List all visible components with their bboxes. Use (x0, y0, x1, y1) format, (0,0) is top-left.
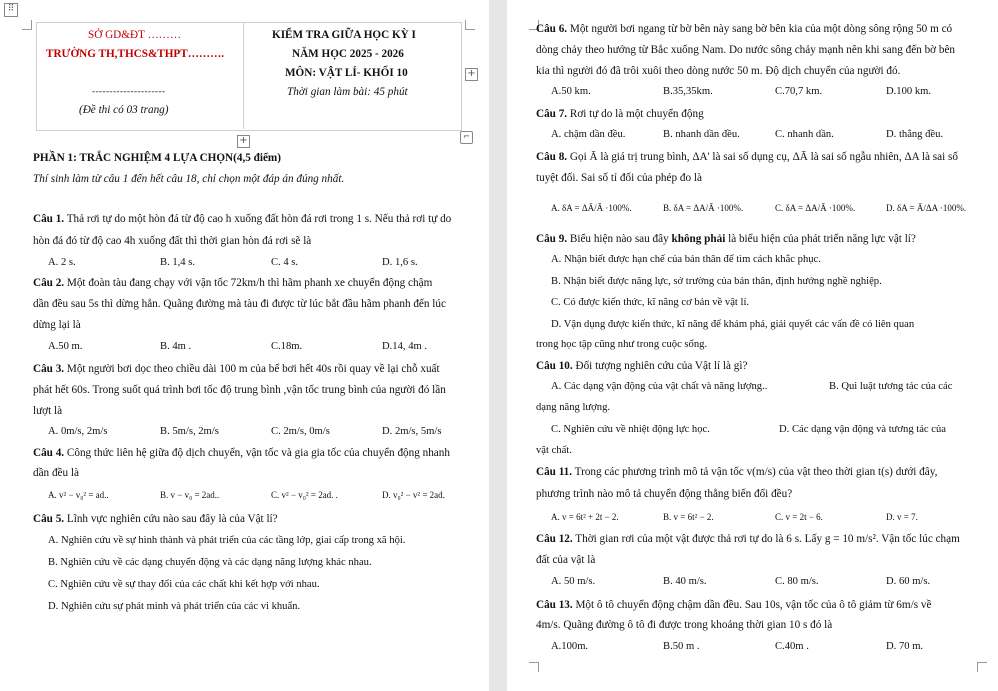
page-count-note: (Đề thi có 03 trang) (79, 104, 169, 116)
q10-option-d-line2: vật chất. (536, 445, 572, 456)
q13-option-a[interactable]: A.100m. (551, 641, 589, 652)
question-text: Thả rơi tự do một hòn đá từ độ cao h xuống đất hòn đá rơi trong 1 s. Nếu thả rơi tự do (66, 213, 452, 225)
question-label: Câu 3. (33, 363, 65, 375)
q4-option-c[interactable]: C. v² − v₀² = 2ad. . (271, 490, 338, 500)
question-label: Câu 10. (536, 360, 573, 372)
question-text: Gọi Ā là giá trị trung bình, ΔA' là sai số dụng cụ, ΔĀ là sai số ngẫu nhiên, ΔA là sai số (569, 151, 958, 163)
question-10 (536, 360, 747, 372)
question-11 (536, 466, 937, 478)
q3-option-d[interactable]: D. 2m/s, 5m/s (382, 426, 442, 437)
q7-option-a[interactable]: A. chậm dần đều. (551, 129, 626, 140)
q2-option-d[interactable]: D.14, 4m . (382, 341, 428, 352)
question-text: Biểu hiện nào sau đây (569, 233, 669, 245)
q7-option-b[interactable]: B. nhanh dần đều. (663, 129, 740, 140)
question-emphasis: không phải (671, 233, 726, 245)
q6-option-b[interactable]: B.35,35km. (663, 86, 713, 97)
question-3-line2: phát hết 60s. Trong suốt quá trình bơi tốc độ trung bình ,vận tốc trung bình của người đó lần (33, 384, 446, 396)
q11-option-a[interactable]: A. v = 6t² + 2t − 2. (551, 512, 619, 522)
part1-title: PHẦN 1: TRẮC NGHIỆM 4 LỰA CHỌN(4,5 điểm) (33, 152, 281, 164)
part1-instruction: Thí sinh làm từ câu 1 đến hết câu 18, chỉ chọn một đáp án đúng nhất. (33, 173, 345, 185)
question-text: Trong các phương trình mô tả vận tốc v(m/s) của vật theo thời gian t(s) dưới đây, (574, 466, 938, 478)
q4-option-b[interactable]: B. v − v₀ = 2ad.. (160, 490, 220, 500)
exam-title: KIỂM TRA GIỮA HỌC KỲ I (272, 29, 416, 41)
question-6-line3: kia thì người đó đã trôi xuôi theo dòng nước 50 m. Độ dịch chuyển của người đó. (536, 65, 901, 77)
add-column-icon[interactable]: + (465, 68, 478, 81)
q10-option-b[interactable]: B. Qui luật tương tác của các (829, 381, 953, 392)
q5-option-a[interactable]: A. Nghiên cứu về sự hình thành và phát triển của các tầng lớp, giai cấp trong xã hội. (48, 535, 406, 546)
q8-option-b[interactable]: B. δA = ΔA/Ā ·100%. (663, 203, 744, 213)
question-text: Công thức liên hệ giữa độ dịch chuyển, vận tốc và gia gia tốc của chuyển động nhanh (66, 447, 450, 459)
q9-option-b[interactable]: B. Nhận biết được năng lực, sở trường của bản thân, định hướng nghề nghiệp. (551, 276, 882, 287)
q10-option-a[interactable]: A. Các dạng vận động của vật chất và năng lượng.. (551, 381, 768, 392)
q9-option-c[interactable]: C. Có được kiến thức, kĩ năng cơ bản về vật lí. (551, 297, 750, 308)
question-label: Câu 2. (33, 277, 65, 289)
question-4-line2: dần đều là (33, 467, 79, 479)
q12-option-c[interactable]: C. 80 m/s. (775, 576, 819, 587)
question-9 (536, 233, 916, 245)
q5-option-c[interactable]: C. Nghiên cứu về sự thay đổi của các chất khi kết hợp với nhau. (48, 579, 320, 590)
q3-option-c[interactable]: C. 2m/s, 0m/s (271, 426, 330, 437)
question-text: Một ô tô chuyển động chậm dần đều. Sau 10s, vận tốc của ô tô giảm từ 6m/s về (575, 599, 932, 611)
q13-option-b[interactable]: B.50 m . (663, 641, 700, 652)
q9-option-d-line2: trong học tập cũng như trong cuộc sống. (536, 339, 708, 350)
add-row-icon[interactable]: + (237, 135, 250, 148)
question-label: Câu 6. (536, 23, 568, 35)
question-3 (33, 363, 440, 375)
question-label: Câu 12. (536, 533, 573, 545)
question-11-line2: phương trình nào mô tả chuyển động thẳng biến đổi đều? (536, 488, 793, 500)
question-6-line2: dòng chảy theo hướng từ Bắc xuống Nam. Do nước sông chảy mạnh nên khi sang đến bờ bên (536, 44, 956, 56)
question-text: Một đoàn tàu đang chạy với vận tốc 72km/h thì hãm phanh xe chuyển động chậm (66, 277, 433, 289)
question-8-line2: tuyệt đối. Sai số tỉ đối của phép đo là (536, 172, 702, 184)
q13-option-c[interactable]: C.40m . (775, 641, 809, 652)
question-label: Câu 5. (33, 513, 65, 525)
q7-option-c[interactable]: C. nhanh dần. (775, 129, 834, 140)
q5-option-d[interactable]: D. Nghiên cứu sự phát minh và phát triển của các vi khuẩn. (48, 601, 301, 612)
q2-option-a[interactable]: A.50 m. (48, 341, 83, 352)
question-label: Câu 13. (536, 599, 573, 611)
question-12 (536, 533, 960, 545)
q9-option-d[interactable]: D. Vận dụng được kiến thức, kĩ năng để khám phá, giải quyết các vấn đề có liên quan (551, 319, 915, 330)
q6-option-d[interactable]: D.100 km. (886, 86, 932, 97)
question-text: Một người bơi dọc theo chiều dài 100 m của bể bơi hết 40s rồi quay về lại chỗ xuất (66, 363, 440, 375)
question-12-line2: đất của vật là (536, 554, 596, 566)
q1-option-b[interactable]: B. 1,4 s. (160, 257, 196, 268)
q4-option-d[interactable]: D. v₀² − v² = 2ad. (382, 490, 445, 500)
question-label: Câu 9. (536, 233, 568, 245)
crop-mark-icon (529, 662, 539, 672)
table-resize-icon[interactable]: ⌐ (460, 131, 473, 144)
q1-option-c[interactable]: C. 4 s. (271, 257, 299, 268)
table-move-handle-icon[interactable]: ⠿ (4, 3, 18, 17)
q2-option-b[interactable]: B. 4m . (160, 341, 192, 352)
q10-option-d[interactable]: D. Các dạng vận động và tương tác của (779, 424, 946, 435)
crop-mark-icon (977, 662, 987, 672)
q13-option-d[interactable]: D. 70 m. (886, 641, 924, 652)
question-label: Câu 1. (33, 213, 65, 225)
header-divider (243, 22, 244, 129)
question-text: Rơi tự do là một chuyển động (569, 108, 704, 120)
question-8 (536, 151, 958, 163)
question-text: Thời gian rơi của một vật được thả rơi tự do là 6 s. Lấy g = 10 m/s². Vận tốc lúc chạm (575, 533, 960, 545)
question-text: Đối tượng nghiên cứu của Vật lí là gì? (575, 360, 748, 372)
question-6 (536, 23, 952, 35)
crop-mark-icon (22, 20, 32, 30)
question-label: Câu 4. (33, 447, 65, 459)
q7-option-d[interactable]: D. thẳng đều. (886, 129, 944, 140)
page-gap (489, 0, 507, 691)
q3-option-b[interactable]: B. 5m/s, 2m/s (160, 426, 219, 437)
q5-option-b[interactable]: B. Nghiên cứu về các dạng chuyển động và các dạng năng lượng khác nhau. (48, 557, 372, 568)
q6-option-c[interactable]: C.70,7 km. (775, 86, 823, 97)
crop-mark-icon (465, 20, 475, 30)
question-text: Lĩnh vực nghiên cứu nào sau đây là của Vật lí? (66, 513, 278, 525)
question-text: Một người bơi ngang từ bờ bên này sang bờ bên kia của một dòng sông rộng 50 m có (569, 23, 953, 35)
q12-option-b[interactable]: B. 40 m/s. (663, 576, 707, 587)
q9-option-a[interactable]: A. Nhận biết được hạn chế của bản thân để tìm cách khắc phục. (551, 254, 821, 265)
dashes: --------------------- (92, 86, 166, 96)
question-3-line3: lượt là (33, 405, 63, 417)
so-gd-label: SỞ GD&ĐT ……… (88, 29, 182, 41)
q11-option-d[interactable]: D. v = 7. (886, 512, 918, 522)
question-4 (33, 447, 450, 459)
question-label: Câu 11. (536, 466, 573, 478)
subject: MÔN: VẬT LÍ- KHỐI 10 (285, 67, 408, 79)
question-1 (33, 213, 468, 225)
school-name: TRƯỜNG TH,THCS&THPT………. (46, 48, 225, 60)
q11-option-c[interactable]: C. v = 2t − 6. (775, 512, 823, 522)
q6-option-a[interactable]: A.50 km. (551, 86, 591, 97)
school-year: NĂM HỌC 2025 - 2026 (292, 48, 404, 60)
question-2-line3: dừng lại là (33, 319, 81, 331)
question-text: là biểu hiện của phát triển năng lực vật lí? (728, 233, 916, 245)
q10-option-c[interactable]: C. Nghiên cứu về nhiệt động lực học. (551, 424, 710, 435)
exam-duration: Thời gian làm bài: 45 phút (287, 86, 408, 98)
q8-option-a[interactable]: A. δA = ΔĀ/Ā ·100%. (551, 203, 632, 213)
question-1-line2: hòn đá đó từ độ cao 4h xuống đất thì thời gian hòn đá rơi sẽ là (33, 235, 312, 247)
question-2 (33, 277, 432, 289)
page-2 (507, 0, 998, 691)
question-2-line2: dần đều sau 5s thì dừng hẳn. Quãng đường mà tàu đi được từ lúc bắt đầu hãm phanh đến lúc (33, 298, 446, 310)
page-1 (0, 0, 489, 691)
q3-option-a[interactable]: A. 0m/s, 2m/s (48, 426, 108, 437)
question-label: Câu 8. (536, 151, 568, 163)
q12-option-a[interactable]: A. 50 m/s. (551, 576, 596, 587)
q10-option-b-line2: dạng năng lượng. (536, 402, 611, 413)
q8-option-d[interactable]: D. δA = Ā/ΔA ·100%. (886, 203, 967, 213)
question-5 (33, 513, 278, 525)
q12-option-d[interactable]: D. 60 m/s. (886, 576, 931, 587)
q11-option-b[interactable]: B. v = 6t² − 2. (663, 512, 714, 522)
q1-option-a[interactable]: A. 2 s. (48, 257, 76, 268)
question-label: Câu 7. (536, 108, 568, 120)
question-13 (536, 599, 931, 611)
q2-option-c[interactable]: C.18m. (271, 341, 303, 352)
question-7 (536, 108, 704, 120)
q1-option-d[interactable]: D. 1,6 s. (382, 257, 418, 268)
q8-option-c[interactable]: C. δA = ΔA/Ā ·100%. (775, 203, 856, 213)
q4-option-a[interactable]: A. v² − v₀² = ad.. (48, 490, 109, 500)
question-13-line2: 4m/s. Quãng đường ô tô đi được trong khoảng thời gian 10 s đó là (536, 619, 833, 631)
